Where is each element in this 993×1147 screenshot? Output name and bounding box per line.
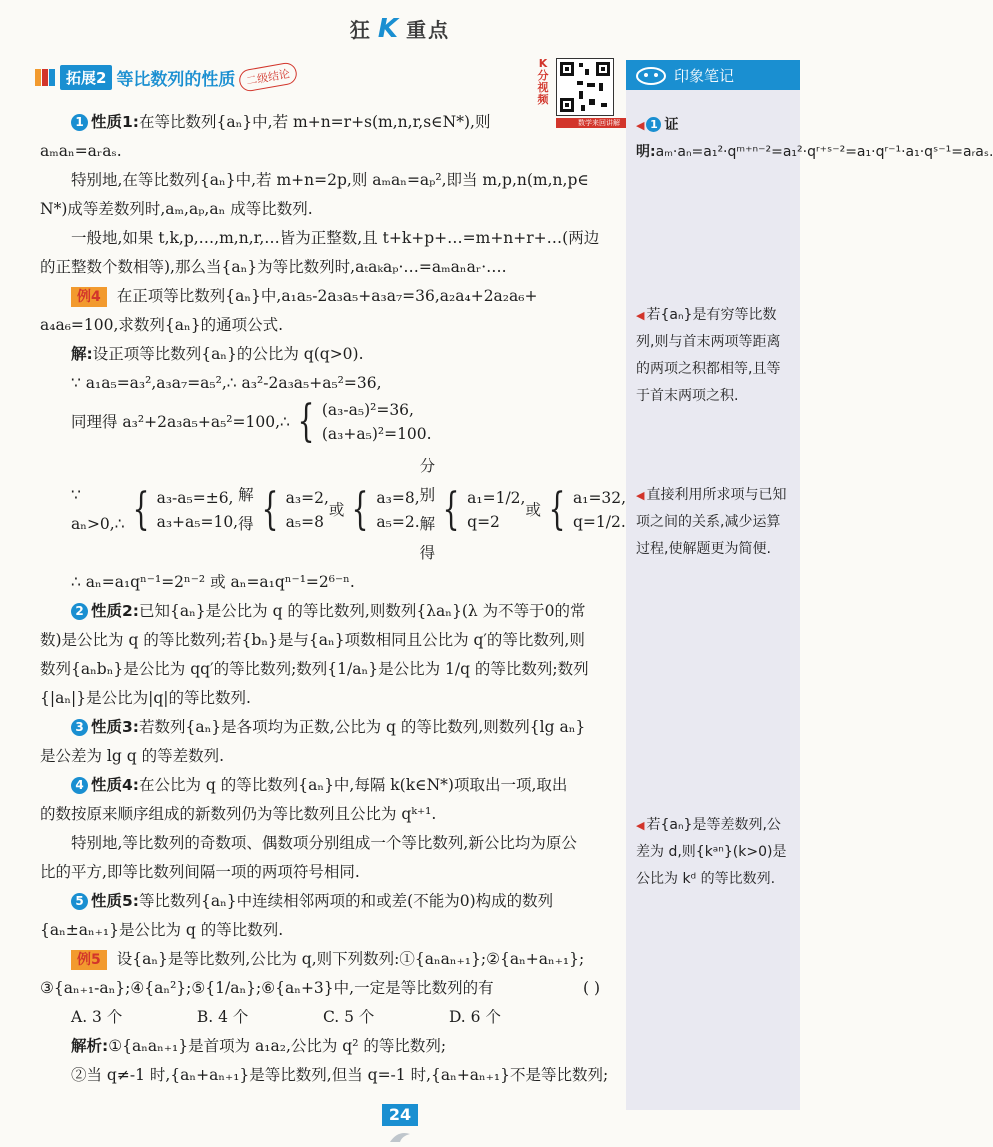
system-2a-row-1: a₃-a₅=±6, <box>156 489 234 507</box>
note-arrow-icon: ◀ <box>636 489 645 502</box>
system-1-row-2: (a₃+a₅)²=100. <box>321 425 432 443</box>
finite-sequence-text: 若{aₙ}是有穷等比数列,则与首末两项等距离的两项之积都相等,且等于首末两项之积. <box>636 307 781 404</box>
header-right: 重点 <box>406 18 451 42</box>
special-case-1-cont: N*)成等差数列时,aₘ,aₚ,aₙ 成等比数列. <box>40 200 313 218</box>
example-4-tag: 例4 <box>71 287 107 307</box>
solution-system-2: ∵ aₙ>0,∴ { a₃-a₅=±6, a₃+a₅=10, 解得 { a₃=2, a₅=8 或 { a₃=8, a₅=2. 分别解得 { a₁=1/2, q=2 或 { a₁=32, q=1/2. <box>71 452 620 568</box>
solution-system-1: 同理得 a₃²+2a₃a₅+a₅²=100,∴ { (a₃-a₅)²=36, (a₃+a₅)²=100. <box>71 396 432 447</box>
notes-logo-icon <box>634 63 668 87</box>
system-1-row-1: (a₃-a₅)²=36, <box>321 401 414 419</box>
side-note-proof <box>636 112 993 166</box>
section-heading: 等比数列的性质 <box>116 69 236 90</box>
note-arrow-icon: ◀ <box>636 819 645 832</box>
system-2e-row-2: q=1/2. <box>572 513 626 531</box>
choice-a: A. 3 个 <box>71 1008 123 1026</box>
system-2c-row-2: a₅=2. <box>376 513 420 531</box>
property-3-text: 若数列{aₙ}是各项均为正数,公比为 q 的等比数列,则数列{lg aₙ} <box>138 718 586 736</box>
property-5-text: 等比数列{aₙ}中连续相邻两项的和或差(不能为0)构成的数列 <box>138 892 554 910</box>
marker-1: 1 <box>71 114 88 131</box>
solution-line-1 <box>40 340 620 369</box>
analysis-text-1: ①{aₙaₙ₊₁}是首项为 a₁a₂,公比为 q² 的等比数列; <box>108 1037 447 1055</box>
solution-text-1: 设正项等比数列{aₙ}的公比为 q(q>0). <box>92 345 364 363</box>
special-case-2-cont: 比的平方,即等比数列间隔一项的两项符号相同. <box>40 863 360 881</box>
general-case-cont: 的正整数个数相等),那么当{aₙ}为等比数列时,aₜaₖaₚ·…=aₘaₙaᵣ·…. <box>40 258 507 276</box>
example-5-tag: 例5 <box>71 950 107 970</box>
property-2-cont-2: 数列{aₙbₙ}是公比为 qq′的等比数列;数列{1/aₙ}是公比为 1/q 的等比数列;数列 <box>40 660 589 678</box>
example-5-options-text: ③{aₙ₊₁-aₙ};④{aₙ²};⑤{1/aₙ};⑥{aₙ+3}中,一定是等比数列的有 <box>40 979 494 997</box>
system-2c-row-1: a₃=8, <box>376 489 420 507</box>
analysis-label: 解析: <box>71 1037 109 1055</box>
property-2 <box>40 597 620 626</box>
property-3 <box>40 713 620 742</box>
side-note-finite-sequence <box>636 302 794 410</box>
marker-2: 2 <box>71 603 88 620</box>
leaf-decoration-icon <box>388 1130 412 1144</box>
special-case-2: 特别地,等比数列的奇数项、偶数项分别组成一个等比数列,新公比均为原公 <box>71 834 577 852</box>
analysis-line-1 <box>40 1032 620 1061</box>
example-4 <box>40 282 620 311</box>
book-icon <box>34 66 56 88</box>
method-text: 直接利用所求项与已知项之间的关系,减少运算过程,使解题更为简便. <box>636 487 787 557</box>
answer-choices <box>71 1003 501 1032</box>
section-title <box>34 64 297 90</box>
page-header <box>0 14 800 44</box>
respectively-solved-text: 分别解得 <box>419 457 436 562</box>
brand-k-logo: K <box>377 14 401 44</box>
system-2b-row-2: a₅=8 <box>285 513 324 531</box>
side-note-method <box>636 482 794 563</box>
solution-conclusion: ∴ aₙ=a₁qⁿ⁻¹=2ⁿ⁻² 或 aₙ=a₁qⁿ⁻¹=2⁶⁻ⁿ. <box>71 573 355 591</box>
arithmetic-text: 若{aₙ}是等差数列,公差为 d,则{kᵃⁿ}(k>0)是公比为 kᵈ 的等比数列. <box>636 817 787 887</box>
system-2d-row-2: q=2 <box>467 513 500 531</box>
property-4 <box>40 771 620 800</box>
property-4-label: 性质4: <box>91 776 139 794</box>
marker-3: 3 <box>71 719 88 736</box>
extension-tag: 拓展2 <box>60 65 112 90</box>
property-2-text: 已知{aₙ}是公比为 q 的等比数列,则数列{λaₙ}(λ 为不等于0的常 <box>138 602 586 620</box>
property-5-cont: {aₙ±aₙ₊₁}是公比为 q 的等比数列. <box>40 921 284 939</box>
note-arrow-icon: ◀ <box>636 309 645 322</box>
general-case: 一般地,如果 t,k,p,…,m,n,r,…皆为正整数,且 t+k+p+…=m+n+r+…(两边 <box>71 229 600 247</box>
proof-label: 证明: <box>636 117 679 160</box>
property-1-cont: aₘaₙ=aᵣaₛ. <box>40 142 122 160</box>
property-1 <box>40 108 620 137</box>
example-5-cont <box>40 974 620 1003</box>
note-marker-1: 1 <box>646 117 661 132</box>
or-text-2: 或 <box>525 500 541 519</box>
note-arrow-icon: ◀ <box>636 119 645 132</box>
system-2-lead: ∵ aₙ>0,∴ <box>71 486 125 533</box>
secondary-conclusion-badge: 二级结论 <box>238 61 299 93</box>
side-notes-header <box>626 60 800 90</box>
choice-b: B. 4 个 <box>196 1008 249 1026</box>
qr-label: K分视频 <box>537 57 549 106</box>
answer-blank: ( ) <box>582 979 600 997</box>
qr-caption: 数学来回讲解 <box>556 118 642 128</box>
example-5-text: 设{aₙ}是等比数列,公比为 q,则下列数列:①{aₙaₙ₊₁};②{aₙ+aₙ₊₁}; <box>116 950 585 968</box>
property-3-label: 性质3: <box>91 718 139 736</box>
side-notes-title: 印象笔记 <box>674 66 735 85</box>
property-1-text: 在等比数列{aₙ}中,若 m+n=r+s(m,n,r,s∈N*),则 <box>138 113 491 131</box>
marker-4: 4 <box>71 777 88 794</box>
system-2b-row-1: a₃=2, <box>285 489 329 507</box>
property-3-cont: 是公差为 lg q 的等差数列. <box>40 747 225 765</box>
example-4-cont: a₄a₆=100,求数列{aₙ}的通项公式. <box>40 316 284 334</box>
property-2-label: 性质2: <box>91 602 139 620</box>
solution-label: 解: <box>71 345 93 363</box>
system-2d-row-1: a₁=1/2, <box>467 489 526 507</box>
property-2-cont-1: 数)是公比为 q 的等比数列;若{bₙ}是与{aₙ}项数相同且公比为 q′的等比数列,则 <box>40 631 585 649</box>
side-note-arithmetic <box>636 812 794 893</box>
property-4-cont: 的数按原来顺序组成的新数列仍为等比数列且公比为 qᵏ⁺¹. <box>40 805 437 823</box>
choice-d: D. 6 个 <box>448 1008 501 1026</box>
page-number: 24 <box>382 1104 418 1126</box>
side-notes-column <box>626 90 800 1110</box>
system-2a-row-2: a₃+a₅=10, <box>156 513 239 531</box>
solved-text: 解得 <box>238 486 254 533</box>
main-content <box>40 108 627 1090</box>
system-2e-row-1: a₁=32, <box>572 489 627 507</box>
example-5 <box>40 945 620 974</box>
or-text-1: 或 <box>328 500 345 519</box>
solution-line-2: ∵ a₁a₅=a₃²,a₃a₇=a₅²,∴ a₃²-2a₃a₅+a₅²=36, <box>71 374 382 392</box>
header-left: 狂 <box>349 18 372 42</box>
property-4-text: 在公比为 q 的等比数列{aₙ}中,每隔 k(k∈N*)项取出一项,取出 <box>138 776 568 794</box>
marker-5: 5 <box>71 893 88 910</box>
property-5 <box>40 887 620 916</box>
property-2-cont-3: {|aₙ|}是公比为|q|的等比数列. <box>40 689 251 707</box>
property-1-label: 性质1: <box>91 113 139 131</box>
choice-c: C. 5 个 <box>322 1008 375 1026</box>
special-case-1: 特别地,在等比数列{aₙ}中,若 m+n=2p,则 aₘaₙ=aₚ²,即当 m,p,n(m,n,p∈ <box>71 171 589 189</box>
analysis-line-2: ②当 q≠-1 时,{aₙ+aₙ₊₁}是等比数列,但当 q=-1 时,{aₙ+aₙ₊₁}不是等比数列; <box>71 1066 609 1084</box>
proof-text: aₘ·aₙ=a₁²·qᵐ⁺ⁿ⁻²=a₁²·qʳ⁺ˢ⁻²=a₁·qʳ⁻¹·a₁·qˢ⁻¹=aᵣaₛ. <box>655 144 993 160</box>
property-5-label: 性质5: <box>91 892 139 910</box>
example-4-text: 在正项等比数列{aₙ}中,a₁a₅-2a₃a₅+a₃a₇=36,a₂a₄+2a₂a₆+ <box>116 287 538 305</box>
system-1-lead: 同理得 a₃²+2a₃a₅+a₅²=100,∴ <box>71 412 290 431</box>
